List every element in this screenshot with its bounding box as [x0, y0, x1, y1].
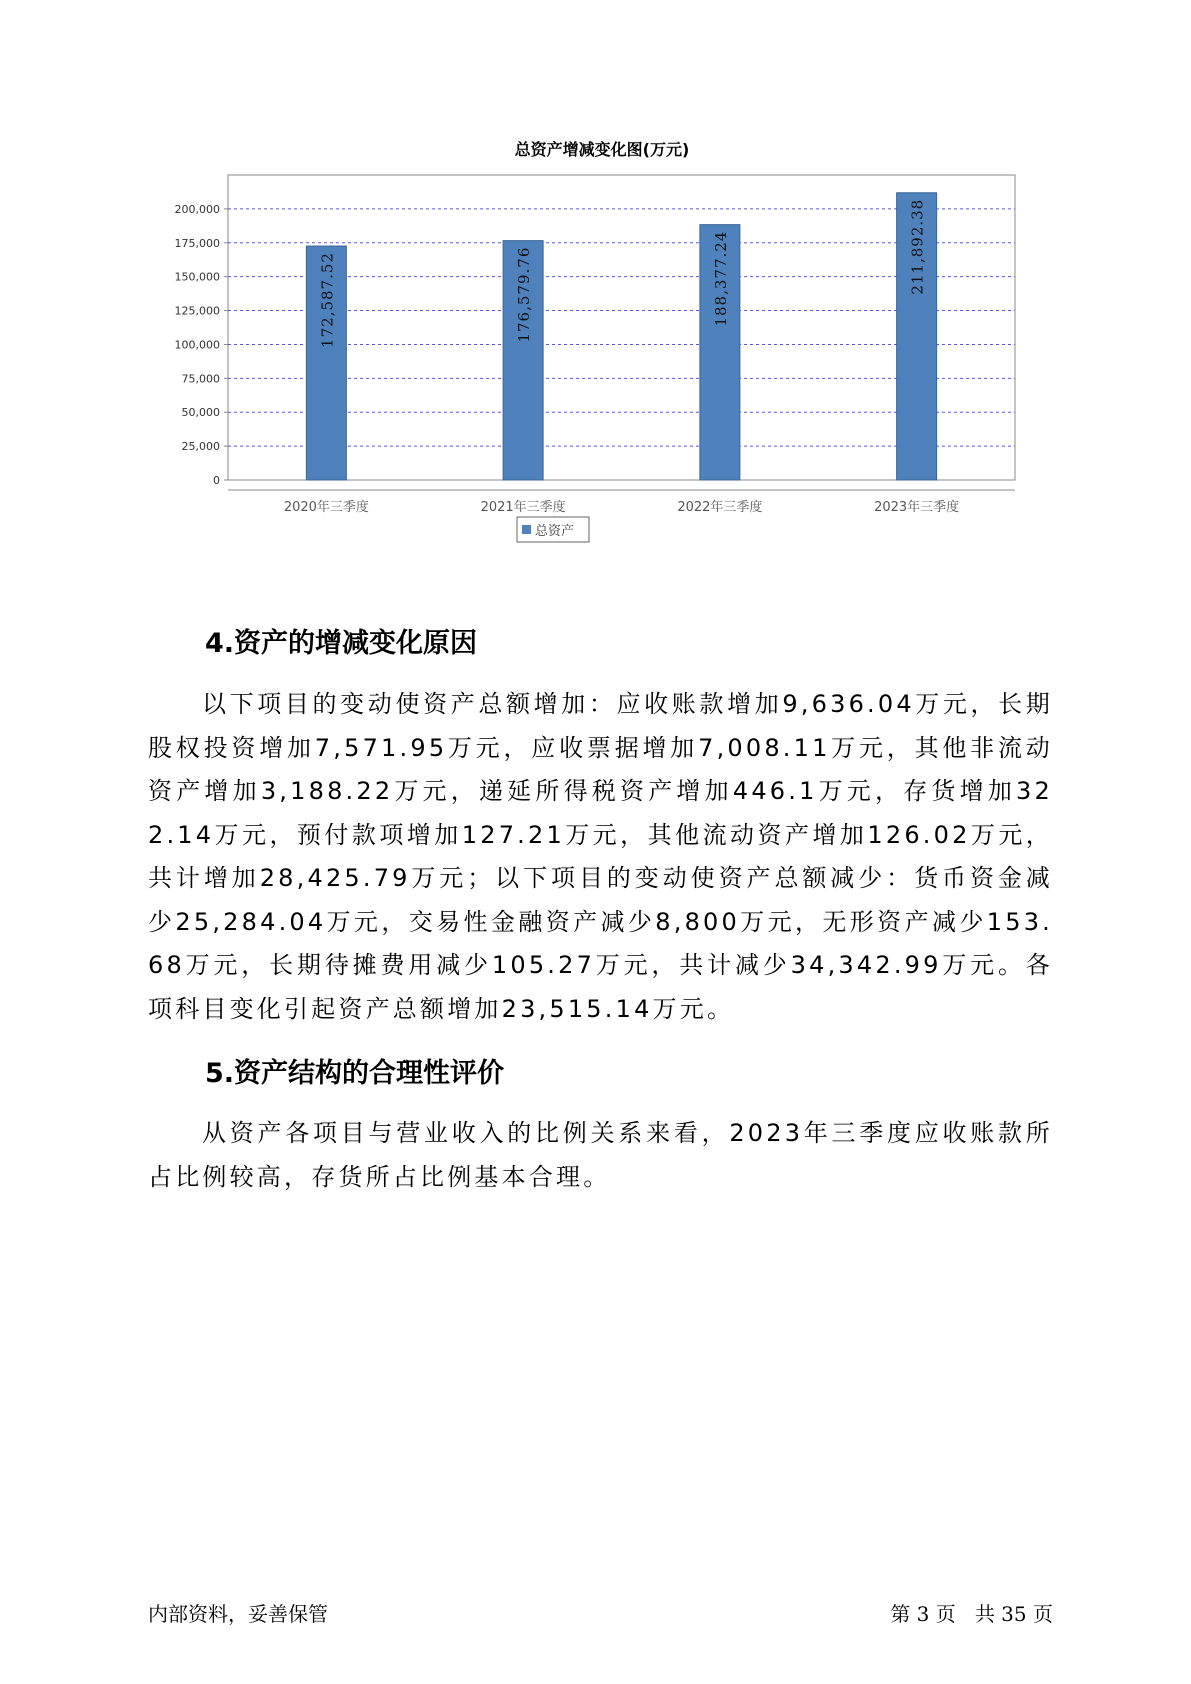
legend-label: 总资产 — [535, 524, 575, 539]
y-tick-label: 175,000 — [174, 236, 220, 250]
bar-chart-svg — [150, 130, 1030, 600]
x-tick-label: 2022年三季度 — [677, 500, 763, 515]
bar-value-label: 176,579.76 — [515, 246, 534, 343]
chart-title: 总资产增减变化图(万元) — [514, 140, 690, 159]
total-assets-chart — [150, 130, 1030, 600]
footer-confidential-note: 内部资料，妥善保管 — [148, 1602, 328, 1626]
section-paragraph-5: 从资产各项目与营业收入的比例关系来看，2023年三季度应收账款所占比例较高，存货所占比例基本合理。 — [148, 1119, 1053, 1191]
bar-value-label: 188,377.24 — [711, 230, 730, 327]
y-tick-label: 50,000 — [181, 406, 220, 420]
y-tick-label: 100,000 — [174, 338, 220, 352]
bar-value-label: 211,892.38 — [908, 198, 927, 295]
bar-value-label: 172,587.52 — [318, 252, 337, 348]
y-tick-label: 125,000 — [174, 304, 220, 318]
x-tick-label: 2021年三季度 — [480, 500, 566, 515]
section-heading-4: 4.资产的增减变化原因 — [205, 628, 478, 659]
y-tick-label: 150,000 — [174, 270, 220, 284]
y-tick-label: 200,000 — [174, 202, 220, 216]
x-tick-label: 2023年三季度 — [874, 500, 960, 515]
footer-page-number: 第 3 页 共 35 页 — [890, 1602, 1053, 1626]
y-tick-label: 0 — [213, 474, 220, 487]
section-paragraph-4: 以下项目的变动使资产总额增加：应收账款增加9,636.04万元，长期股权投资增加7,571.95万元，应收票据增加7,008.11万元，其他非流动资产增加3,188.22万元，递延所得税资产增加446.1万元，存货增加322.14万元，预付款项增加127.21万元，其他流动资产增加126.02万元，共计增加28,425.79万元；以下项目的变动使资产总额减少：货币资金减少25,284.04万元，交易性金融资产减少8,800万元，无形资产减少153.68万元，长期待摊费用减少105.27万元，共计减少34,342.99万元。各项科目变化引起资产总额增加23,515.14万元。 — [148, 690, 1053, 1023]
y-tick-label: 25,000 — [181, 440, 220, 454]
section-heading-5: 5.资产结构的合理性评价 — [205, 1058, 505, 1089]
x-tick-label: 2020年三季度 — [283, 500, 369, 515]
y-tick-label: 75,000 — [181, 372, 220, 386]
legend-swatch — [522, 525, 531, 534]
